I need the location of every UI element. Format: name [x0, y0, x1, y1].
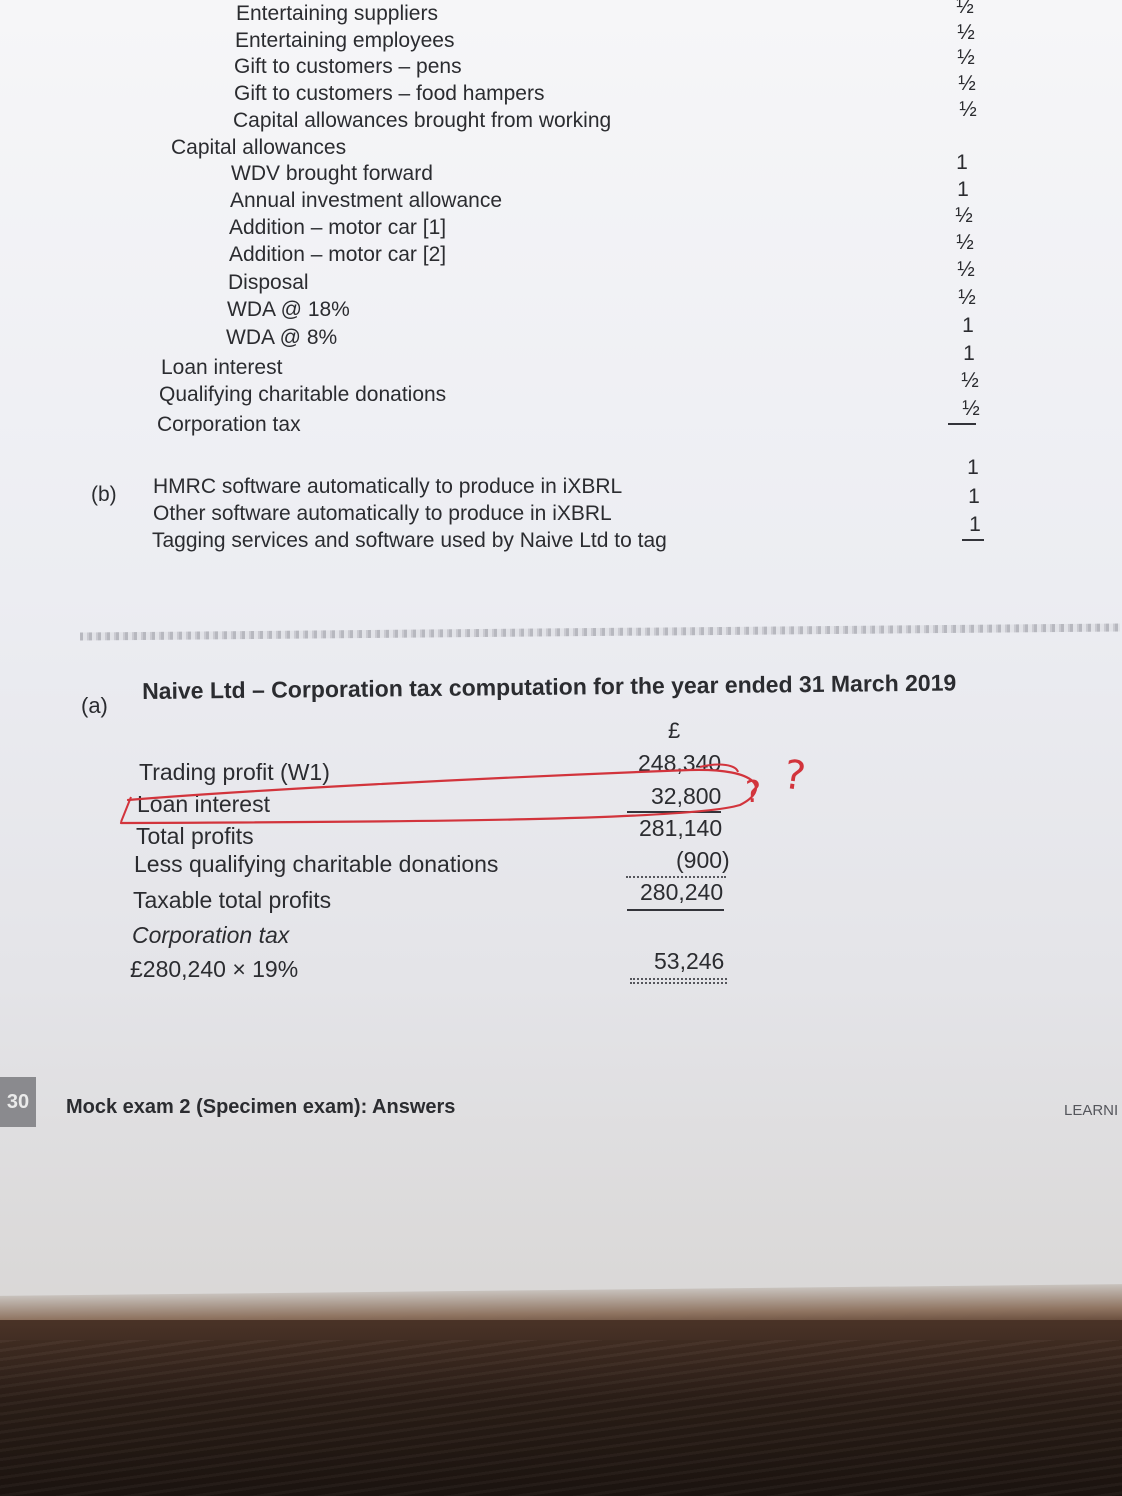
mark-value: ½ — [961, 369, 979, 392]
mark-value: ½ — [962, 397, 980, 420]
computation-row-value: 248,340 — [638, 750, 722, 776]
mark-item-label: Annual investment allowance — [230, 189, 502, 212]
question-mark-annotation: ? — [780, 751, 809, 801]
currency-header: £ — [668, 718, 681, 743]
mark-item-label: Addition – motor car [2] — [229, 243, 447, 266]
mark-item-label: Disposal — [228, 271, 309, 294]
computation-row-label: £280,240 × 19% — [130, 956, 299, 982]
computation-row-value: 280,240 — [640, 879, 724, 905]
mark-value: 1 — [969, 513, 981, 536]
part-b-label: (b) — [91, 483, 117, 506]
mark-value: ½ — [957, 258, 975, 281]
mark-item-label: HMRC software automatically to produce in iXBRL — [153, 475, 623, 498]
footer-publisher: LEARNI — [1064, 1102, 1119, 1119]
answer-a-label: (a) — [81, 693, 108, 718]
mark-value: 1 — [956, 151, 968, 174]
mark-item-label: Tagging services and software used by Naive Ltd to tag — [152, 529, 667, 552]
mark-value: ½ — [956, 231, 974, 254]
mark-item-label: Capital allowances brought from working — [233, 109, 612, 132]
computation-row-value: (900) — [676, 847, 730, 873]
computation-row-label: Total profits — [136, 823, 254, 849]
computation-row-value: 32,800 — [651, 783, 722, 809]
mark-value: ½ — [955, 204, 973, 227]
mark-item-label: Loan interest — [161, 356, 283, 379]
mark-item-label: Corporation tax — [157, 413, 301, 436]
mark-item-label: Gift to customers – food hampers — [234, 82, 545, 105]
mark-value: 1 — [963, 342, 975, 365]
desk-texture — [0, 1340, 1122, 1496]
page-number-badge — [0, 1077, 36, 1127]
mark-value: ½ — [958, 72, 976, 95]
mark-value: ½ — [957, 21, 975, 44]
computation-row-label: Corporation tax — [132, 922, 290, 948]
footer-section-title: Mock exam 2 (Specimen exam): Answers — [66, 1096, 456, 1118]
computation-title: Naive Ltd – Corporation tax computation for the year ended 31 March 2019 — [141, 669, 957, 704]
mark-value: 1 — [957, 178, 969, 201]
computation-row-label: Taxable total profits — [133, 887, 332, 913]
computation-row-value: 53,246 — [654, 948, 725, 974]
mark-item-label: Addition – motor car [1] — [229, 216, 447, 239]
mark-item-label: Qualifying charitable donations — [159, 383, 447, 406]
mark-value: ½ — [956, 0, 974, 18]
capital-allowances-heading: Capital allowances — [171, 136, 347, 159]
mark-item-label: Entertaining suppliers — [236, 2, 438, 25]
mark-item-label: Entertaining employees — [235, 29, 455, 52]
computation-row-value: 281,140 — [639, 815, 723, 841]
mark-value: 1 — [962, 314, 974, 337]
mark-item-label: WDV brought forward — [231, 162, 433, 185]
mark-value: 1 — [968, 485, 980, 508]
mark-value: 1 — [967, 456, 979, 479]
mark-item-label: WDA @ 8% — [226, 326, 338, 349]
mark-value: ½ — [958, 286, 976, 309]
mark-item-label: Other software automatically to produce in iXBRL — [153, 502, 612, 525]
mark-item-label: Gift to customers – pens — [234, 55, 462, 78]
computation-row-label: Trading profit (W1) — [139, 759, 330, 785]
question-mark-annotation: ? — [745, 775, 761, 810]
mark-value: ½ — [959, 98, 977, 121]
computation-row-label: Less qualifying charitable donations — [134, 851, 499, 877]
page-number: 30 — [6, 1090, 30, 1113]
computation-row-label: Loan interest — [137, 791, 270, 817]
mark-value: ½ — [957, 46, 975, 69]
mark-item-label: WDA @ 18% — [227, 298, 350, 321]
